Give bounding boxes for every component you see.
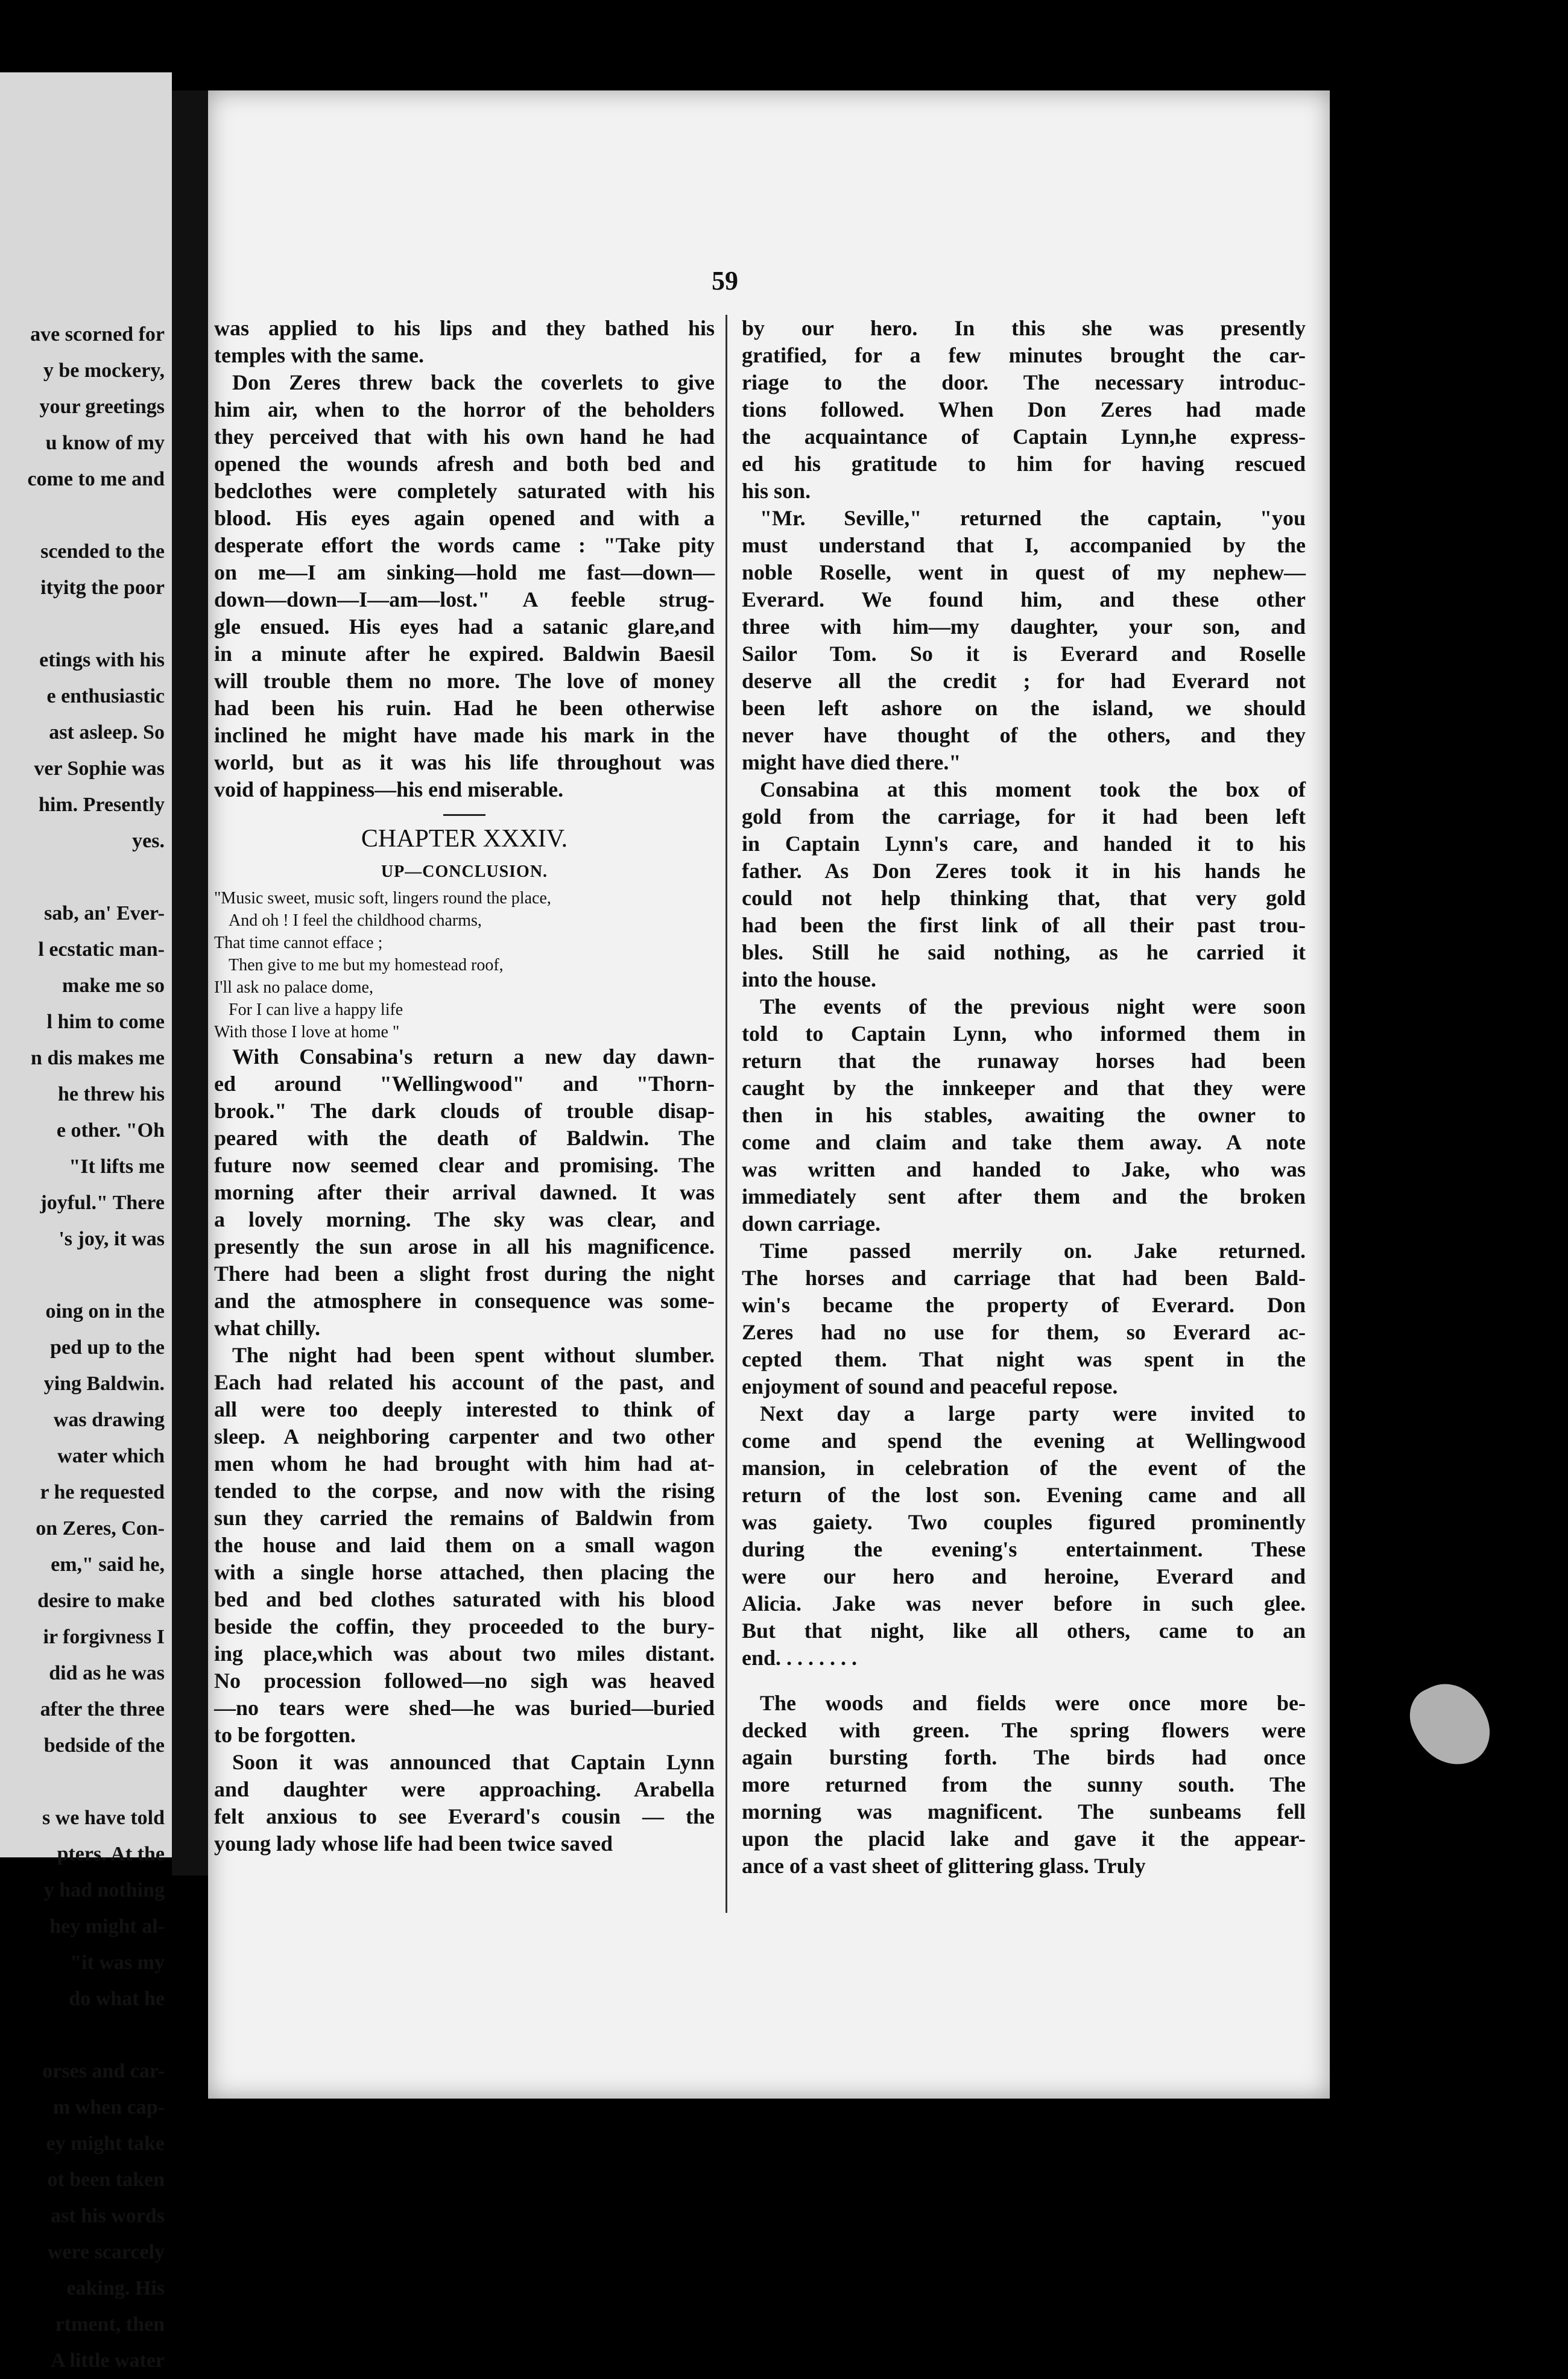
poem-line: "Music sweet, music soft, lingers round the place, (214, 889, 551, 908)
text-line: return of the lost son. Evening came and all (742, 1483, 1306, 1507)
text-line: a lovely morning. The sky was clear, and (214, 1207, 715, 1231)
text-line: had been his ruin. Had he been otherwise (214, 696, 715, 720)
paper-damage-mark (1400, 1671, 1501, 1778)
text-line: might have died there." (742, 750, 961, 774)
fragment-line: l ecstatic man- (38, 938, 165, 961)
text-line: been left ashore on the island, we should (742, 696, 1306, 720)
text-line: ed around "Wellingwood" and "Thorn- (214, 1072, 715, 1096)
paragraph (214, 315, 715, 369)
fragment-line: ver Sophie was (34, 757, 165, 780)
text-line: father. As Don Zeres took it in his hands he (742, 859, 1306, 883)
text-line: tended to the corpse, and now with the rising (214, 1479, 715, 1503)
fragment-line (0, 859, 172, 896)
text-line: in a minute after he expired. Baldwin Baesil (214, 642, 715, 666)
fragment-line (0, 2017, 172, 2053)
poem-line: With those I love at home " (214, 1023, 400, 1041)
text-line: was written and handed to Jake, who was (742, 1157, 1306, 1181)
text-line: sleep. A neighboring carpenter and two other (214, 1424, 715, 1449)
text-line: and the atmosphere in consequence was some- (214, 1289, 715, 1313)
text-line: enjoyment of sound and peaceful repose. (742, 1374, 1118, 1398)
text-line: never have thought of the others, and they (742, 723, 1306, 747)
text-line: The night had been spent without slumber. (232, 1343, 715, 1367)
text-line: desperate effort the words came : "Take pity (214, 533, 715, 557)
text-line: his son. (742, 479, 811, 503)
text-line: cepted them. That night was spent in the (742, 1347, 1306, 1371)
paragraph (214, 1749, 715, 1857)
text-line: ed his gratitude to him for having rescued (742, 452, 1306, 476)
text-line: told to Captain Lynn, who informed them in (742, 1022, 1306, 1046)
text-line: by our hero. In this she was presently (742, 316, 1306, 340)
fragment-line: "it was my (70, 1951, 165, 1974)
chapter-title: CHAPTER XXXIV. (361, 825, 568, 853)
text-line: Soon it was announced that Captain Lynn (232, 1750, 715, 1774)
text-line: noble Roselle, went in quest of my nephew— (742, 560, 1306, 584)
text-line: what chilly. (214, 1316, 321, 1340)
column-divider (726, 315, 727, 1913)
text-line: to be forgotten. (214, 1723, 356, 1747)
adjacent-page-fragment (0, 72, 172, 2372)
text-line: beside the coffin, they proceeded to the bury- (214, 1614, 715, 1638)
text-line: in Captain Lynn's care, and handed it to his (742, 832, 1306, 856)
text-line: again bursting forth. The birds had once (742, 1745, 1306, 1769)
fragment-line: "It lifts me (69, 1155, 165, 1178)
text-line: ance of a vast sheet of glittering glass. Truly (742, 1854, 1146, 1878)
text-line: sun they carried the remains of Baldwin from (214, 1506, 715, 1530)
text-line: There had been a slight frost during the night (214, 1262, 715, 1286)
text-line: come and claim and take them away. A note (742, 1130, 1306, 1154)
fragment-line: orses and car- (42, 2060, 165, 2082)
text-line: opened the wounds afresh and both bed and (214, 452, 715, 476)
text-line: brook." The dark clouds of trouble disap- (214, 1099, 715, 1123)
fragment-line: em," said he, (51, 1553, 165, 1576)
paragraph (742, 993, 1306, 1237)
text-line: Alicia. Jake was never before in such glee. (742, 1591, 1306, 1616)
text-line: could not help thinking that, that very gold (742, 886, 1306, 910)
fragment-line: yes. (132, 830, 165, 852)
text-line: presently the sun arose in all his magnificence. (214, 1234, 715, 1259)
text-line: morning after their arrival dawned. It was (214, 1180, 715, 1204)
fragment-line: e other. "Oh (56, 1119, 165, 1142)
poem-line: I'll ask no palace dome, (214, 978, 373, 997)
text-line: Next day a large party were invited to (760, 1401, 1306, 1426)
text-line: Consabina at this moment took the box of (760, 777, 1306, 801)
text-line: into the house. (742, 967, 877, 991)
text-line: bedclothes were completely saturated with his (214, 479, 715, 503)
paragraph (214, 369, 715, 803)
fragment-line: etings with his (39, 649, 165, 671)
text-line: With Consabina's return a new day dawn- (232, 1044, 715, 1069)
fragment-line: ying Baldwin. (43, 1373, 165, 1395)
text-line: gratified, for a few minutes brought the car- (742, 343, 1306, 367)
fragment-line: do what he (69, 1988, 165, 2010)
text-line: peared with the death of Baldwin. The (214, 1126, 715, 1150)
text-line: Zeres had no use for them, so Everard ac- (742, 1320, 1306, 1344)
fragment-line: he threw his (58, 1083, 165, 1105)
text-line: end. . . . . . . . (742, 1646, 858, 1670)
fragment-line (0, 606, 172, 642)
text-line: they perceived that with his own hand he had (214, 425, 715, 449)
paragraph (742, 505, 1306, 776)
text-line: the house and laid them on a small wagon (214, 1533, 715, 1557)
text-line: were our hero and heroine, Everard and (742, 1564, 1306, 1588)
left-column (214, 315, 715, 1857)
text-line: morning was magnificent. The sunbeams fell (742, 1799, 1306, 1824)
poem-line: For I can live a happy life (229, 1000, 403, 1019)
text-line: The horses and carriage that had been Bald- (742, 1266, 1306, 1290)
paragraph (742, 1237, 1306, 1400)
chapter-subtitle: UP—CONCLUSION. (381, 862, 548, 881)
fragment-line: were scarcely (47, 2241, 165, 2263)
text-line: riage to the door. The necessary introduc- (742, 370, 1306, 394)
fragment-line: did as he was (49, 1662, 165, 1684)
adjacent-page-text (0, 317, 172, 2379)
text-line: caught by the innkeeper and that they were (742, 1076, 1306, 1100)
fragment-line: l him to come (46, 1011, 165, 1033)
text-line: then in his stables, awaiting the owner to (742, 1103, 1306, 1127)
fragment-line: after the three (40, 1698, 165, 1720)
text-line: down carriage. (742, 1212, 880, 1236)
text-line: Everard. We found him, and these other (742, 587, 1306, 611)
fragment-line: bedside of the (43, 1734, 165, 1757)
text-line: had been the first link of all their past trou- (742, 913, 1306, 937)
text-line: Time passed merrily on. Jake returned. (760, 1239, 1306, 1263)
text-line: bles. Still he said nothing, as he carried it (742, 940, 1306, 964)
text-line: and daughter were approaching. Arabella (214, 1777, 715, 1801)
fragment-line: m when cap- (52, 2096, 165, 2118)
text-line: must understand that I, accompanied by the (742, 533, 1306, 557)
fragment-line: y had nothing (43, 1879, 165, 1901)
paragraph (214, 1342, 715, 1749)
fragment-line: pters. At the (57, 1843, 165, 1865)
text-line: —no tears were shed—he was buried—buried (214, 1696, 715, 1720)
fragment-line: ot been taken (47, 2169, 165, 2191)
text-line: No procession followed—no sigh was heaved (214, 1669, 715, 1693)
paragraph (742, 1690, 1306, 1880)
fragment-line: ast asleep. So (49, 721, 165, 744)
fragment-line: him. Presently (38, 794, 165, 816)
fragment-line: 's joy, it was (58, 1228, 165, 1250)
fragment-line: come to me and (27, 468, 165, 490)
fragment-line: ityitg the poor (40, 577, 165, 599)
right-column (742, 315, 1306, 1880)
text-line: mansion, in celebration of the event of the (742, 1456, 1306, 1480)
text-line: The woods and fields were once more be- (760, 1691, 1306, 1715)
text-line: Each had related his account of the past, and (214, 1370, 715, 1394)
paragraph (742, 776, 1306, 993)
text-line: felt anxious to see Everard's cousin — the (214, 1804, 715, 1828)
poem-line: Then give to me but my homestead roof, (229, 956, 504, 975)
text-line: future now seemed clear and promising. The (214, 1153, 715, 1177)
text-line: The events of the previous night were soon (760, 994, 1306, 1019)
fragment-line: u know of my (45, 432, 165, 454)
text-line: was applied to his lips and they bathed his (214, 316, 715, 340)
fragment-line: e enthusiastic (46, 685, 165, 707)
epigraph-poem (214, 887, 715, 1043)
fragment-line (0, 1764, 172, 1800)
fragment-line (0, 1257, 172, 1294)
text-line: down—down—I—am—lost." A feeble strug- (214, 587, 715, 611)
fragment-line: s we have told (42, 1807, 165, 1829)
text-line: three with him—my daughter, your son, and (742, 614, 1306, 639)
text-line: return that the runaway horses had been (742, 1049, 1306, 1073)
text-line: with a single horse attached, then placing the (214, 1560, 715, 1584)
page-number: 59 (712, 266, 738, 295)
text-line: gold from the carriage, for it had been left (742, 804, 1306, 829)
text-line: inclined he might have made his mark in the (214, 723, 715, 747)
poem-line: That time cannot efface ; (214, 934, 383, 952)
text-line: win's became the property of Everard. Don (742, 1293, 1306, 1317)
fragment-line: water which (57, 1445, 165, 1467)
fragment-line: ir forgivness I (43, 1626, 165, 1648)
fragment-line: rtment, then (55, 2313, 165, 2336)
fragment-line: on Zeres, Con- (36, 1517, 165, 1540)
book-page (208, 90, 1330, 2099)
text-line: "Mr. Seville," returned the captain, "you (760, 506, 1306, 530)
fragment-line (0, 498, 172, 534)
fragment-line: eaking. His (66, 2277, 165, 2299)
fragment-line: ast his words (51, 2205, 165, 2227)
fragment-line: desire to make (37, 1590, 165, 1612)
text-line: upon the placid lake and gave it the appear- (742, 1827, 1306, 1851)
text-line: will trouble them no more. The love of money (214, 669, 715, 693)
text-line: temples with the same. (214, 343, 424, 367)
text-line: But that night, like all others, came to an (742, 1619, 1306, 1643)
text-line: during the evening's entertainment. These (742, 1537, 1306, 1561)
fragment-line: ey might take (46, 2132, 165, 2155)
text-line: young lady whose life had been twice saved (214, 1831, 613, 1856)
fragment-line: ped up to the (50, 1336, 165, 1359)
text-line: him air, when to the horror of the beholders (214, 397, 715, 422)
text-line: bed and bed clothes saturated with his blood (214, 1587, 715, 1611)
text-line: on me—I am sinking—hold me fast—down— (214, 560, 715, 584)
section-gap (742, 1672, 1306, 1690)
text-line: more returned from the sunny south. The (742, 1772, 1306, 1796)
text-line: immediately sent after them and the broken (742, 1184, 1306, 1208)
text-line: ing place,which was about two miles distant. (214, 1641, 715, 1666)
section-rule (443, 814, 485, 816)
fragment-line: sab, an' Ever- (44, 902, 165, 924)
fragment-line: y be mockery, (43, 359, 165, 382)
text-line: tions followed. When Don Zeres had made (742, 397, 1306, 422)
fragment-line: A little water (51, 2349, 165, 2372)
text-line: come and spend the evening at Wellingwood (742, 1429, 1306, 1453)
fragment-line: make me so (62, 975, 165, 997)
text-line: Sailor Tom. So it is Everard and Roselle (742, 642, 1306, 666)
text-line: men whom he had brought with him had at- (214, 1452, 715, 1476)
fragment-line: was drawing (53, 1409, 165, 1431)
text-line: was gaiety. Two couples figured prominently (742, 1510, 1306, 1534)
fragment-line: joyful." There (40, 1192, 165, 1214)
text-line: gle ensued. His eyes had a satanic glare,and (214, 614, 715, 639)
paragraph (742, 315, 1306, 505)
paragraph (742, 1400, 1306, 1672)
poem-line: And oh ! I feel the childhood charms, (229, 911, 482, 930)
text-line: decked with green. The spring flowers were (742, 1718, 1306, 1742)
fragment-line: scended to the (40, 540, 165, 563)
fragment-line: hey might al- (49, 1915, 165, 1938)
fragment-line: n dis makes me (31, 1047, 165, 1069)
fragment-line: your greetings (39, 396, 165, 418)
paragraph (214, 1043, 715, 1342)
text-line: blood. His eyes again opened and with a (214, 506, 715, 530)
text-line: all were too deeply interested to think of (214, 1397, 715, 1421)
text-line: world, but as it was his life throughout was (214, 750, 715, 774)
text-line: Don Zeres threw back the coverlets to give (232, 370, 715, 394)
fragment-line: r he requested (40, 1481, 165, 1503)
fragment-line: ave scorned for (30, 323, 165, 346)
text-line: the acquaintance of Captain Lynn,he express- (742, 425, 1306, 449)
fragment-line: oing on in the (45, 1300, 165, 1322)
text-line: void of happiness—his end miserable. (214, 777, 564, 801)
text-line: deserve all the credit ; for had Everard not (742, 669, 1306, 693)
